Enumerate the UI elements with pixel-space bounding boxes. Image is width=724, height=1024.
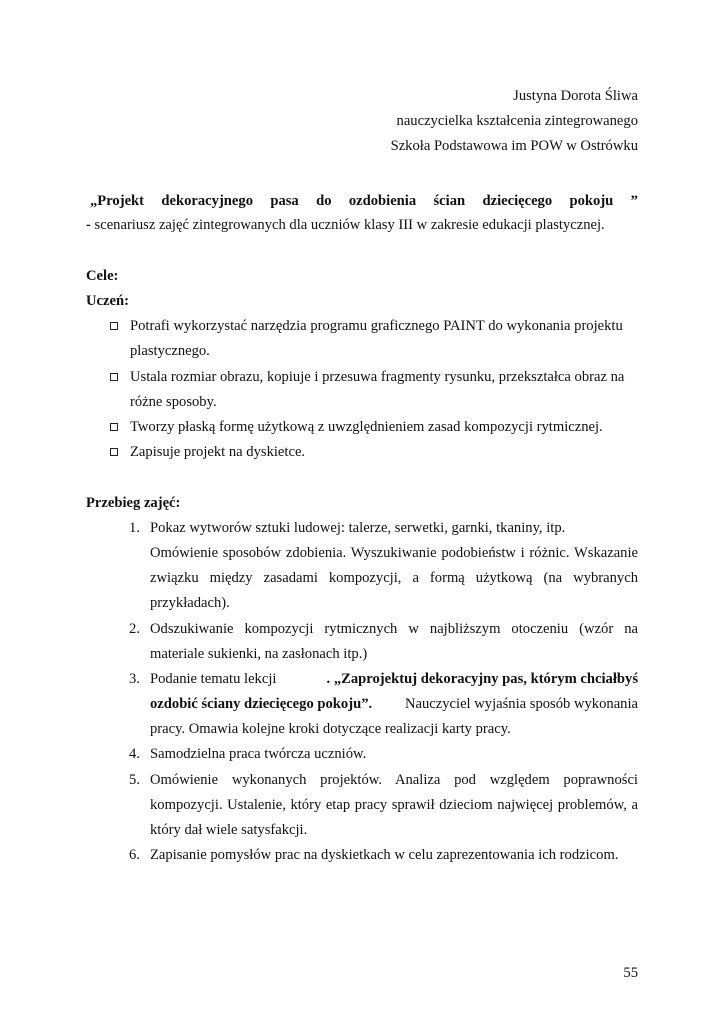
step-text: przykładach). — [150, 595, 230, 611]
lesson-topic-text: . „Zaprojektuj dekoracyjny pas, którym chciałbyś — [326, 671, 638, 687]
step-text: Odszukiwanie kompozycji rytmicznych w najbliższym otoczeniu (wzór na — [150, 621, 638, 637]
step-number: 1. — [129, 520, 140, 536]
author-role: nauczycielka kształcenia zintegrowanego — [396, 113, 638, 129]
author-school: Szkoła Podstawowa im POW w Ostrówku — [390, 138, 638, 154]
title-word: „Projekt — [90, 193, 145, 209]
title-word: pokoju — [569, 193, 614, 209]
step-number: 3. — [129, 671, 140, 687]
step-text: związku między zasadami kompozycji, a formą użytkową (na wybranych — [150, 570, 638, 586]
step-text: Samodzielna praca twórcza uczniów. — [150, 746, 367, 762]
step-number: 2. — [129, 621, 140, 637]
page-number: 55 — [623, 965, 638, 981]
title-word: pasa — [270, 193, 299, 209]
step-text: kompozycji. Ustalenie, który etap pracy sprawił dzieciom najwięcej problemów, a — [150, 797, 638, 813]
goal-item-text: Ustala rozmiar obrazu, kopiuje i przesuwa fragmenty rysunku, przekształca obraz na — [130, 369, 625, 385]
document-subtitle — [86, 215, 605, 235]
goal-item-text: Zapisuje projekt na dyskietce. — [130, 444, 306, 460]
goals-heading: Cele: — [86, 268, 119, 284]
document-title — [90, 191, 638, 211]
step-text: Omówienie sposobów zdobienia. Wyszukiwanie podobieństw i różnic. Wskazanie — [150, 545, 638, 561]
goal-item-text: różne sposoby. — [130, 394, 217, 410]
step-number: 6. — [129, 847, 140, 863]
step-text-plain: Podanie tematu lekcji — [150, 671, 277, 687]
checkbox-bullet-icon — [110, 423, 118, 431]
step-text: Pokaz wytworów sztuki ludowej: talerze, serwetki, garnki, tkaniny, itp. — [150, 520, 566, 536]
step-text — [150, 669, 638, 689]
checkbox-bullet-icon — [110, 373, 118, 381]
step-text: Zapisanie pomysłów prac na dyskietkach w celu zaprezentowania ich rodzicom. — [150, 847, 619, 863]
subtitle-text: scenariusz zajęć zintegrowanych dla uczniów klasy III w zakresie edukacji plastycznej. — [94, 217, 605, 233]
step-number: 5. — [129, 772, 140, 788]
step-text: który dał wiele satysfakcji. — [150, 822, 308, 838]
step-text — [150, 694, 638, 714]
checkbox-bullet-icon — [110, 448, 118, 456]
step-text: Omówienie wykonanych projektów. Analiza pod względem poprawności — [150, 772, 638, 788]
title-word: dekoracyjnego — [161, 193, 253, 209]
goal-item-text: Potrafi wykorzystać narzędzia programu graficznego PAINT do wykonania projektu — [130, 318, 623, 334]
author-name: Justyna Dorota Śliwa — [513, 88, 638, 104]
title-word: dziecięcego — [482, 193, 553, 209]
step-text-plain: Nauczyciel wyjaśnia sposób wykonania — [404, 696, 638, 712]
goal-item-text: plastycznego. — [130, 343, 210, 359]
lesson-topic-text: ozdobić ściany dziecięcego pokoju”. — [150, 696, 373, 712]
goal-item-text: Tworzy płaską formę użytkową z uwzględnieniem zasad kompozycji rytmicznej. — [130, 419, 603, 435]
title-word: do — [316, 193, 332, 209]
subtitle-dash: - — [86, 217, 91, 233]
title-word: ścian — [433, 193, 466, 209]
step-number: 4. — [129, 746, 140, 762]
goals-subheading: Uczeń: — [86, 293, 129, 309]
title-word: ” — [630, 193, 638, 209]
checkbox-bullet-icon — [110, 322, 118, 330]
course-heading: Przebieg zajęć: — [86, 495, 181, 511]
step-text: pracy. Omawia kolejne kroki dotyczące realizacji karty pracy. — [150, 721, 511, 737]
step-text: materiale sukienki, na zasłonach itp.) — [150, 646, 368, 662]
title-word: ozdobienia — [348, 193, 417, 209]
